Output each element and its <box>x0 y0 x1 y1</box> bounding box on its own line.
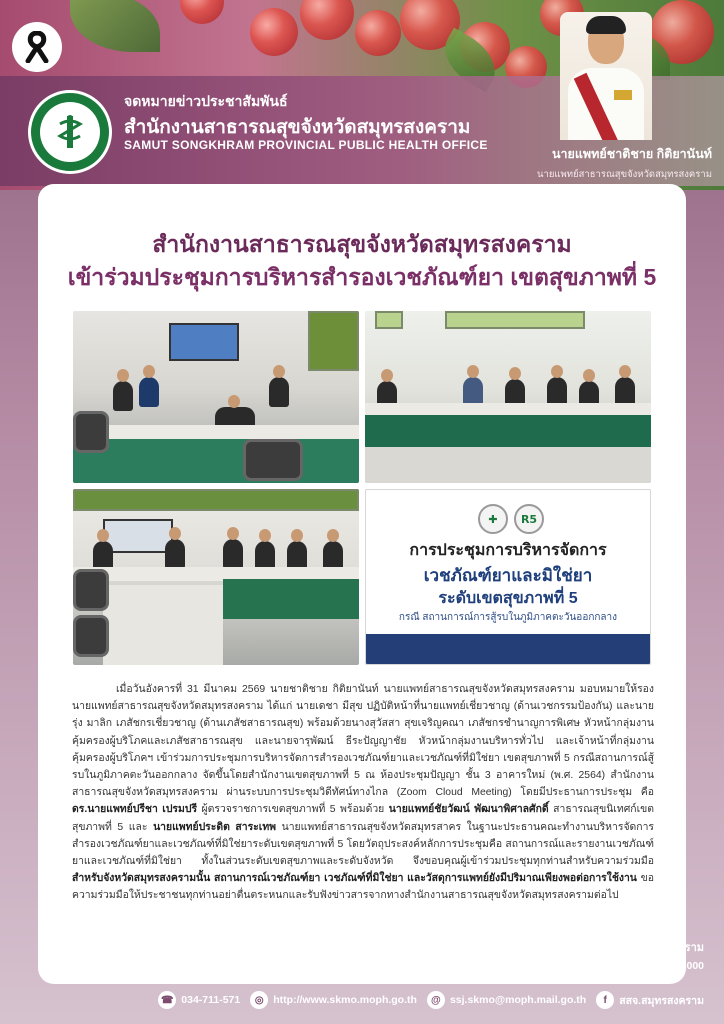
meeting-photo-1 <box>73 311 359 483</box>
footer-org-name: สำนักงานสาธารณสุขจังหวัดสมุทรสงคราม <box>503 942 704 954</box>
slide-subtitle: กรณี สถานการณ์การสู้รบในภูมิภาคตะวันออกกลาง <box>398 612 618 623</box>
office-name-english: SAMUT SONGKHRAM PROVINCIAL PUBLIC HEALTH OFFICE <box>124 138 488 152</box>
article-card <box>38 184 686 984</box>
article-title-line1: สำนักงานสาธารณสุขจังหวัดสมุทรสงคราม <box>152 231 572 257</box>
body-text-part: ผู้ตรวจราชการเขตสุขภาพที่ 5 พร้อมด้วย <box>197 804 389 816</box>
facebook-icon: f <box>596 991 614 1009</box>
slide-title-line1: การประชุมการบริหารจัดการ <box>409 542 607 559</box>
website-link: http://www.skmo.moph.go.th <box>273 994 417 1006</box>
body-text-part: เมื่อวันอังคารที่ 31 มีนาคม 2569 นายชาติชาย กิติยานันท์ นายแพทย์สาธารณสุขจังหวัดสมุทรสงคราม มอบหมายให้รองนายแพทย์สาธารณสุขจังหวัดสมุทรสงคราม ได้แก่ นายเดชา มีสุข ปฏิบัติหน้าที่นายแพทย์เชี่ยวชาญ (ด้านเวชกรรมป้องกัน) และนายรุ่ง มาลิก เภสัชกรเชี่ยวชาญ (ด้านเภสัชสาธารณสุข) พร้อมด้วยนางสุวัสสา สุขเจริญคณา เภสัชกรชำนาญการพิเศษ หัวหน้ากลุ่มงานคุ้มครองผู้บริโภคและเภสัชสาธารณสุข และนายจารุพัฒน์ ธีระปัญญาชัย หัวหน้ากลุ่มงานบริหารทั่วไป และเจ้าหน้าที่กลุ่มงานคุ้มครองผู้บริโภคฯ เข้าร่วมการประชุมการบริหารจัดการสำรองเวชภัณฑ์ยาและเวชภัณฑ์ที่มิใช่ยา เขตสุขภาพที่ 5 กรณีสถานการณ์สู้รบในภูมิภาคตะวันออกกลาง จัดขึ้นโดยสำนักงานเขตสุขภาพที่ 5 ณ ห้องประชุมปัญญา ชั้น 3 อาคารใหม่ (พ.ศ. 2564) สำนักงานสาธารณสุขจังหวัดสมุทรสงคราม ผ่านระบบการประชุมวิดีทัศน์ทางไกล (Zoom Cloud Meeting) โดยมีประธานการประชุม คือ <box>72 684 654 799</box>
official-portrait <box>560 12 652 140</box>
article-body <box>72 681 654 905</box>
meeting-photo-2 <box>365 311 651 483</box>
slide-footer-bar <box>366 634 650 664</box>
supply-status-statement: สำหรับจังหวัดสมุทรสงครามนั้น สถานการณ์เวชภัณฑ์ยา เวชภัณฑ์ที่มิใช่ยา และวัสดุการแพทย์ยังมีปริมาณเพียงพอต่อการใช้งาน <box>72 873 637 885</box>
mourning-ribbon-icon <box>12 22 62 72</box>
email-address: ssj.skmo@moph.mail.go.th <box>449 994 587 1006</box>
slide-title-line3: ระดับเขตสุขภาพที่ 5 <box>438 590 578 607</box>
phone-number: 034-711-571 <box>181 994 241 1006</box>
slide-title-line2: เวชภัณฑ์ยาและมิใช่ยา <box>423 566 593 585</box>
health-supervisor-name: นายแพทย์ชัยวัฒน์ พัฒนาพิศาลศักดิ์ <box>388 804 549 816</box>
facebook-page: สสจ.สมุทรสงคราม <box>619 994 704 1007</box>
contact-email[interactable] <box>427 991 586 1009</box>
body-text-part: นายแพทย์สาธารณสุขจังหวัดสมุทรสาคร ในฐานะประธานคณะทำงานบริหารจัดการสำรองเวชภัณฑ์ยาและเวชภัณฑ์ที่มิใช่ยาระดับเขตสุขภาพที่ 5 โดยวัตถุประสงค์หลักการประชุมคือ สถานการณ์และรายงานเวชภัณฑ์ยาและเวชภัณฑ์ที่มิใช่ยา ทั้งในส่วนระดับเขตสุขภาพและระดับจังหวัด จึงขอบคุณผู้เข้าร่วมประชุมทุกท่านสำหรับความร่วมมือ <box>72 821 654 868</box>
official-title: นายแพทย์สาธารณสุขจังหวัดสมุทรสงคราม <box>537 169 712 180</box>
newsletter-label: จดหมายข่าวประชาสัมพันธ์ <box>124 93 288 109</box>
ministry-of-public-health-logo <box>28 90 112 174</box>
email-icon: @ <box>427 991 445 1009</box>
contact-website[interactable] <box>250 991 417 1009</box>
official-name: นายแพทย์ชาติชาย กิติยานันท์ <box>551 147 712 161</box>
contact-phone[interactable] <box>158 991 240 1009</box>
meeting-photo-3 <box>73 489 359 665</box>
globe-icon: ◎ <box>250 991 268 1009</box>
moph-slide-logo: ✚ <box>478 504 508 534</box>
official-name-block <box>510 140 724 186</box>
region-5-logo: R5 <box>514 504 544 534</box>
contact-facebook[interactable] <box>596 991 704 1009</box>
body-text-part: สาธารณสุขนิเทศก์เขตสุขภาพที่ 5 และ <box>72 804 654 833</box>
working-group-chair-name: นายแพทย์ประดิต สาระเทพ <box>153 821 277 833</box>
contact-bar <box>0 986 724 1014</box>
office-name-thai: สำนักงานสาธารณสุขจังหวัดสมุทรสงคราม <box>124 117 471 138</box>
body-text-part: ขอความร่วมมือให้ประชาชนทุกท่านอย่าตื่นตระหนกและรับฟังข่าวสารจากทางสำนักงานสาธารณสุขจังหวัดสมุทรสงครามต่อไป <box>72 873 654 902</box>
phone-icon: ☎ <box>158 991 176 1009</box>
footer-address: เลขที่ 202 หมู่ที่ 3 ถนนเอกชัย ตำบลลาดใหญ่ อำเภอเมืองสมุทรสงคราม จังหวัดสมุทรสงคราม รหัสไปรษณีย์ 75000 <box>197 960 704 972</box>
article-title-line2: เข้าร่วมประชุมการบริหารสำรองเวชภัณฑ์ยา เขตสุขภาพที่ 5 <box>67 264 657 290</box>
meeting-slide <box>365 489 651 665</box>
chairperson-name: ดร.นายแพทย์ปรีชา เปรมปรี <box>72 804 198 816</box>
